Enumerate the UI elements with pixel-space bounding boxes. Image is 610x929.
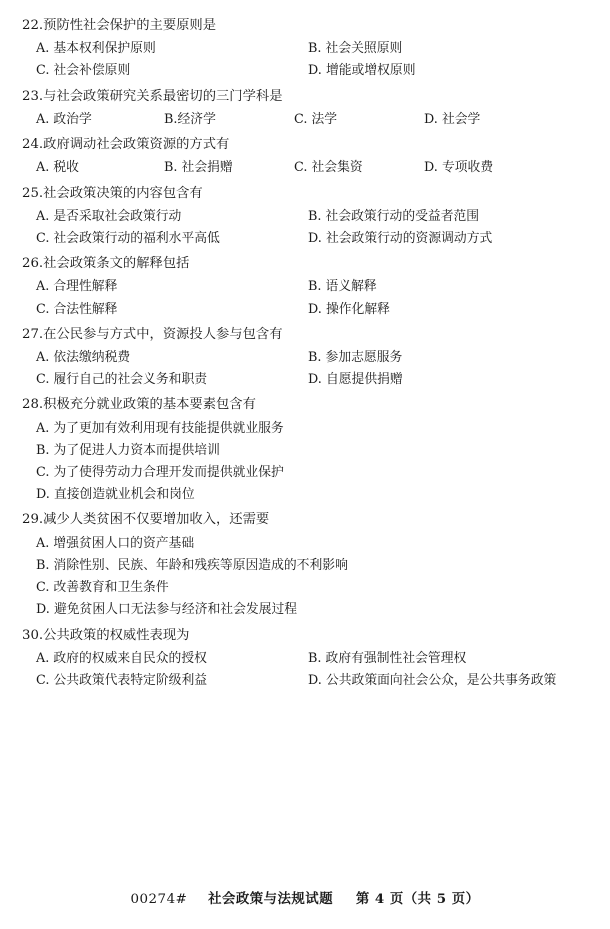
option-row xyxy=(22,348,582,367)
option-row xyxy=(22,370,582,389)
option-row xyxy=(22,39,582,58)
option[interactable]: D. 操作化解释 xyxy=(308,301,390,317)
question-item xyxy=(22,135,582,177)
question-stem: 23.与社会政策研究关系最密切的三门学科是 xyxy=(22,88,283,104)
option[interactable]: B. 参加志愿服务 xyxy=(308,350,403,366)
option[interactable]: C. 社会补偿原则 xyxy=(36,63,131,79)
option[interactable]: D. 避免贫困人口无法参与经济和社会发展过程 xyxy=(36,602,298,618)
option[interactable]: B.经济学 xyxy=(164,111,216,127)
option[interactable]: B. 语义解释 xyxy=(308,279,377,295)
option[interactable]: C. 法学 xyxy=(294,111,338,127)
question-stem: 27.在公民参与方式中，资源投人参与包含有 xyxy=(22,326,283,342)
option[interactable]: A. 是否采取社会政策行动 xyxy=(36,208,182,224)
option-row xyxy=(22,61,582,80)
option-row xyxy=(22,277,582,296)
option-row xyxy=(22,671,582,690)
option[interactable]: B. 社会政策行动的受益者范围 xyxy=(308,208,480,224)
option[interactable]: A. 为了更加有效利用现有技能提供就业服务 xyxy=(36,420,284,436)
page-number: 第 4 页（共 5 页） xyxy=(355,891,480,907)
option[interactable]: D. 公共政策面向社会公众，是公共事务政策 xyxy=(308,672,557,688)
option[interactable]: A. 依法缴纳税费 xyxy=(36,350,131,366)
option[interactable]: D. 社会政策行动的资源调动方式 xyxy=(308,231,493,246)
question-stem: 28.积极充分就业政策的基本要素包含有 xyxy=(22,397,256,413)
option-row xyxy=(22,300,582,319)
option-row xyxy=(22,441,582,460)
option-row xyxy=(22,600,582,619)
question-stem: 29.减少人类贫困不仅要增加收入，还需要 xyxy=(22,512,270,528)
exam-title: 社会政策与法规试题 xyxy=(208,891,334,907)
option-row xyxy=(22,463,582,482)
option[interactable]: C. 社会政策行动的福利水平高低 xyxy=(36,231,220,246)
question-item xyxy=(22,626,582,691)
option[interactable]: D. 社会学 xyxy=(424,111,481,127)
question-item xyxy=(22,395,582,504)
option[interactable]: B. 社会关照原则 xyxy=(308,41,403,57)
option[interactable]: C. 履行自己的社会义务和职责 xyxy=(36,372,208,388)
option[interactable]: B. 为了促进人力资本而提供培训 xyxy=(36,442,220,458)
option[interactable]: C. 合法性解释 xyxy=(36,301,118,317)
option[interactable]: D. 自愿提供捐赠 xyxy=(308,372,403,388)
question-stem: 26.社会政策条文的解释包括 xyxy=(22,256,190,272)
option[interactable]: A. 基本权利保护原则 xyxy=(36,41,156,57)
option[interactable]: D. 直接创造就业机会和岗位 xyxy=(36,487,195,503)
option-row xyxy=(22,556,582,575)
option[interactable]: C. 改善教育和卫生条件 xyxy=(36,580,169,596)
option[interactable]: A. 政治学 xyxy=(36,111,92,127)
option[interactable]: A. 税收 xyxy=(36,160,79,176)
option[interactable]: C. 为了使得劳动力合理开发而提供就业保护 xyxy=(36,465,284,481)
option-row xyxy=(22,534,582,553)
question-item xyxy=(22,254,582,319)
question-stem: 30.公共政策的权威性表现为 xyxy=(22,627,190,643)
option[interactable]: A. 合理性解释 xyxy=(36,279,118,295)
option[interactable]: B. 消除性别、民族、年龄和残疾等原因造成的不利影响 xyxy=(36,557,348,573)
option-row xyxy=(22,207,582,226)
question-item xyxy=(22,510,582,619)
question-stem: 25.社会政策决策的内容包含有 xyxy=(22,185,203,201)
option-row xyxy=(22,578,582,597)
option[interactable]: C. 社会集资 xyxy=(294,160,363,176)
option-row xyxy=(22,158,582,177)
option-row xyxy=(22,485,582,504)
option[interactable]: D. 专项收费 xyxy=(424,160,494,176)
question-item xyxy=(22,325,582,390)
question-stem: 22.预防性社会保护的主要原则是 xyxy=(22,18,217,33)
option[interactable]: B. 政府有强制性社会管理权 xyxy=(308,650,467,666)
question-item xyxy=(22,87,582,129)
option-row xyxy=(22,110,582,129)
exam-code: 00274# xyxy=(130,892,188,907)
option[interactable]: B. 社会捐赠 xyxy=(164,160,233,176)
question-item xyxy=(22,184,582,249)
option-row xyxy=(22,229,582,248)
option[interactable]: C. 公共政策代表特定阶级利益 xyxy=(36,672,208,688)
option[interactable]: A. 政府的权威来自民众的授权 xyxy=(36,650,207,666)
page-footer xyxy=(0,888,610,907)
option[interactable]: A. 增强贫困人口的资产基础 xyxy=(36,535,195,551)
option-row xyxy=(22,649,582,668)
option[interactable]: D. 增能或增权原则 xyxy=(308,63,416,79)
question-item xyxy=(22,16,582,81)
option-row xyxy=(22,419,582,438)
question-stem: 24.政府调动社会政策资源的方式有 xyxy=(22,137,230,153)
